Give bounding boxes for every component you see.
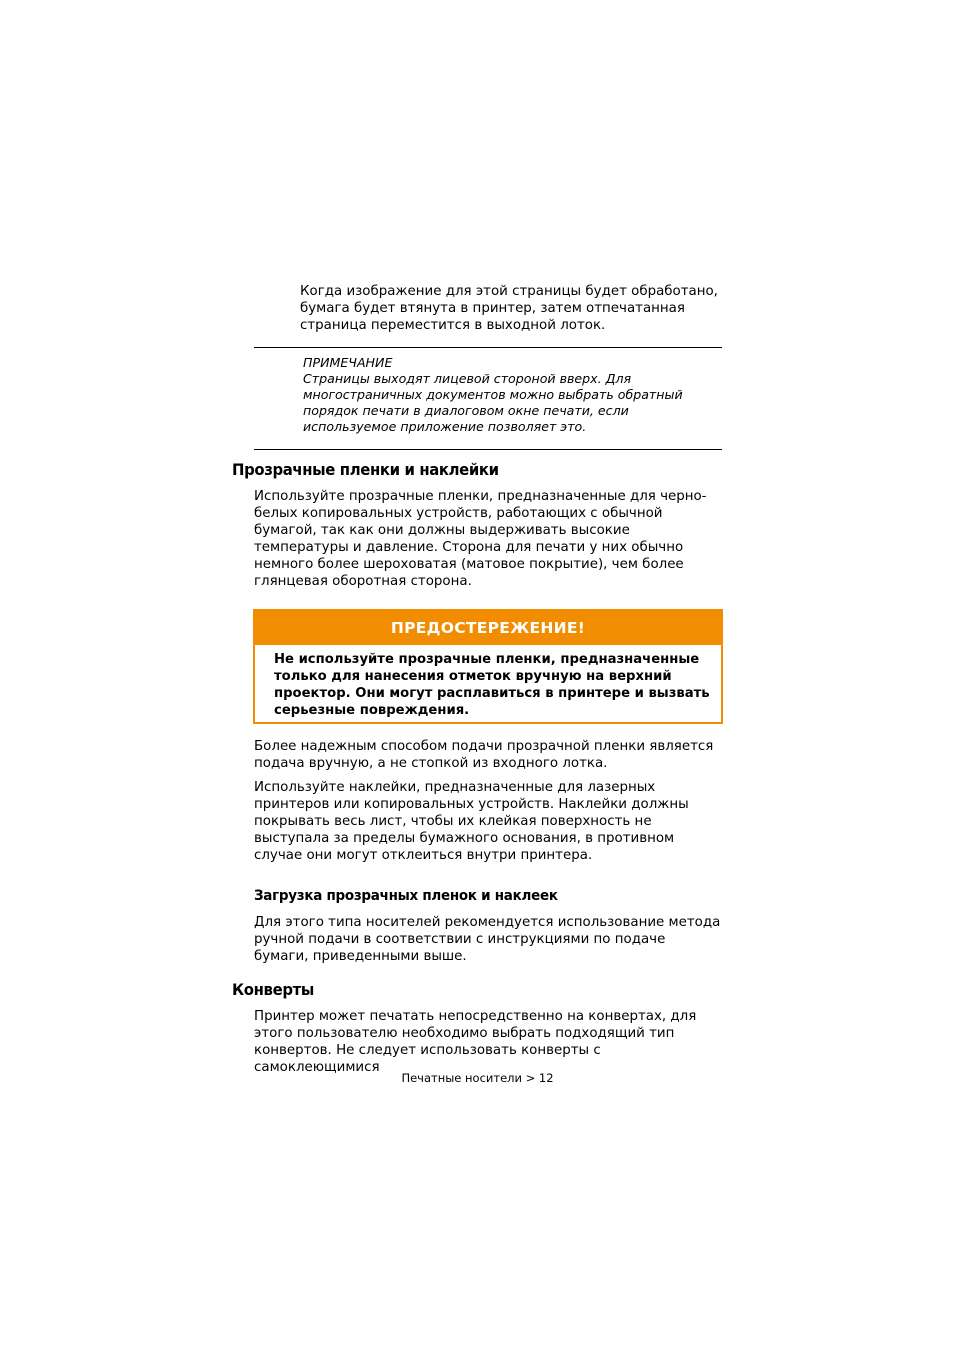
page-footer: Печатные носители > 12: [401, 1071, 554, 1085]
section-heading-transparencies: Прозрачные пленки и наклейки: [232, 460, 499, 479]
labels-paragraph: Используйте наклейки, предназначенные для лазерных принтеров или копировальных устройств. Наклейки должны покрывать весь лист, чтобы их клейкая поверхность не выступала за пределы бумажного основания, в противном случае они могут отклеиться внутри принтера.: [254, 780, 689, 863]
note-bottom-rule: [254, 449, 722, 450]
note-text: Страницы выходят лицевой стороной вверх. Для многостраничных документов можно выбрать обратный порядок печати в диалоговом окне печати, если используемое приложение позволяет это.: [303, 371, 683, 434]
manual-feed-paragraph: Более надежным способом подачи прозрачной пленки является подача вручную, а не стопкой из входного лотка.: [254, 739, 714, 771]
envelopes-paragraph: Принтер может печатать непосредственно на конвертах, для этого пользователю необходимо выбрать подходящий тип конвертов. Не следует использовать конверты с самоклеющимися: [254, 1009, 697, 1075]
transparencies-paragraph: Используйте прозрачные пленки, предназначенные для черно-белых копировальных устройств, работающих с обычной бумагой, так как они должны выдерживать высокие температуры и давление. Сторона для печати у них обычно немного более шероховатая (матовое покрытие), чем более глянцевая оборотная сторона.: [254, 489, 707, 589]
note-block: [303, 355, 713, 435]
note-top-rule: [254, 347, 722, 348]
warning-title: ПРЕДОСТЕРЕЖЕНИЕ!: [255, 611, 721, 645]
subsection-heading-loading: Загрузка прозрачных пленок и наклеек: [254, 888, 558, 904]
warning-text: Не используйте прозрачные пленки, предназначенные только для нанесения отметок вручную на верхний проектор. Они могут расплавиться в принтере и вызвать серьезные повреждения.: [274, 652, 710, 718]
intro-paragraph: Когда изображение для этой страницы будет обработано, бумага будет втянута в принтер, затем отпечатанная страница переместится в выходной лоток.: [300, 284, 718, 333]
section-heading-envelopes: Конверты: [232, 980, 314, 999]
warning-box: [253, 609, 723, 724]
note-label: ПРИМЕЧАНИЕ: [303, 355, 393, 370]
loading-paragraph: Для этого типа носителей рекомендуется использование метода ручной подачи в соответствии с инструкциями по подаче бумаги, приведенными выше.: [254, 915, 721, 964]
